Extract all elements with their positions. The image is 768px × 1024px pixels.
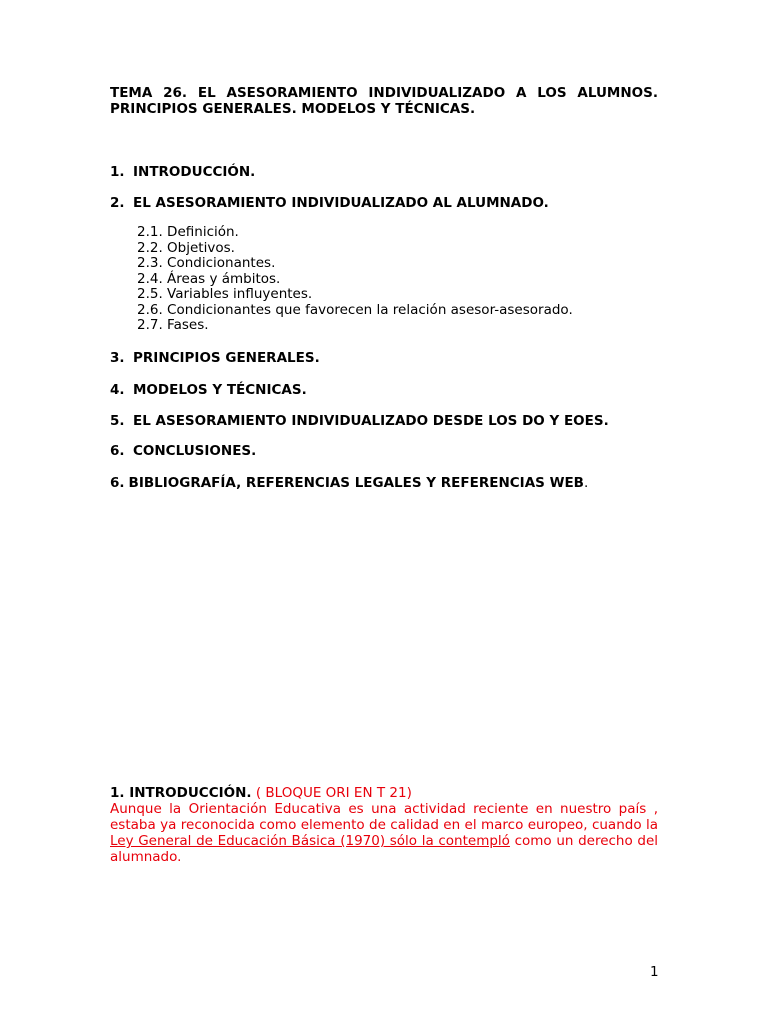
toc-item-trailing-period: . [583, 475, 589, 491]
intro-heading-line [110, 785, 412, 801]
toc-item-number: 3. [110, 350, 125, 366]
intro-paragraph [110, 801, 658, 865]
title-line-1: TEMA 26. EL ASESORAMIENTO INDIVIDUALIZADO A LOS ALUMNOS. [110, 85, 658, 101]
document-title [110, 85, 658, 117]
toc-item-introduccion [110, 164, 255, 180]
toc-item-number: 1. [110, 164, 125, 180]
intro-heading: 1. INTRODUCCIÓN. [110, 785, 252, 801]
toc-item-bibliografia [110, 475, 588, 491]
toc-subitem: 2.4. Áreas y ámbitos. [137, 270, 281, 287]
toc-subitem: 2.7. Fases. [137, 317, 209, 333]
intro-paragraph-underlined: Ley General de Educación Básica (1970) sólo la contempló [110, 833, 510, 849]
toc-subitem: 2.2. Objetivos. [137, 239, 235, 256]
toc-item-label: INTRODUCCIÓN. [133, 164, 256, 180]
intro-paragraph-part2: como un derecho del alumnado. [110, 833, 659, 865]
page-number: 1 [650, 964, 659, 980]
toc-subitems-list [137, 225, 573, 334]
toc-item-modelos [110, 382, 307, 398]
intro-block-note: ( BLOQUE ORI EN T 21) [251, 785, 412, 801]
toc-item-conclusiones [110, 443, 256, 459]
toc-item-number: 5. [110, 413, 125, 429]
toc-subitem: 2.1. Definición. [137, 224, 239, 240]
toc-item-do-eoes [110, 413, 609, 429]
toc-item-label: EL ASESORAMIENTO INDIVIDUALIZADO AL ALUMNADO. [133, 195, 549, 211]
toc-item-asesoramiento [110, 195, 549, 211]
toc-item-label: BIBLIOGRAFÍA, REFERENCIAS LEGALES Y REFERENCIAS WEB [128, 475, 584, 491]
toc-item-number: 2. [110, 195, 125, 211]
toc-item-label: CONCLUSIONES. [133, 443, 257, 459]
toc-item-principios [110, 350, 320, 366]
toc-item-number: 6. [110, 443, 125, 459]
toc-item-label: EL ASESORAMIENTO INDIVIDUALIZADO DESDE LOS DO Y EOES. [133, 413, 609, 429]
toc-subitem: 2.5. Variables influyentes. [137, 286, 313, 302]
intro-paragraph-part1: Aunque la Orientación Educativa es una actividad reciente en nuestro país , estaba ya reconocida como elemento de calidad en el marco europeo, cuando la [110, 801, 658, 833]
toc-subitem: 2.3. Condicionantes. [137, 255, 276, 271]
title-line-2: PRINCIPIOS GENERALES. MODELOS Y TÉCNICAS. [110, 101, 476, 117]
toc-item-label: MODELOS Y TÉCNICAS. [133, 382, 307, 398]
toc-item-number: 4. [110, 382, 125, 398]
toc-item-number: 6. [110, 475, 125, 491]
toc-subitem: 2.6. Condicionantes que favorecen la relación asesor-asesorado. [137, 301, 573, 318]
toc-item-label: PRINCIPIOS GENERALES. [133, 350, 320, 366]
